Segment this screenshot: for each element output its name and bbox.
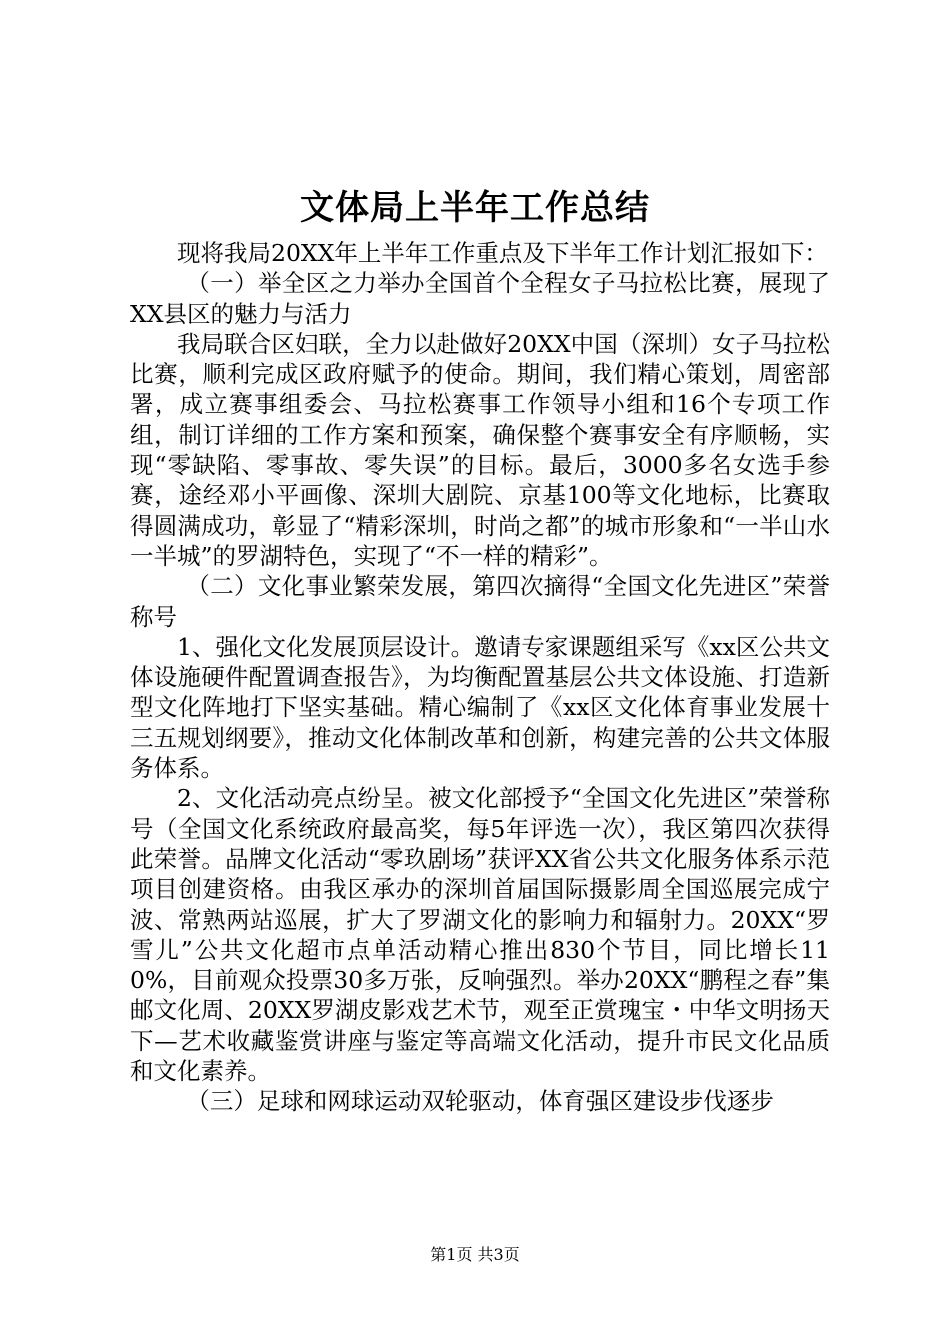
section-heading-2: （二）文化事业繁荣发展，第四次摘得“全国文化先进区”荣誉称号: [130, 572, 830, 631]
document-body: [130, 238, 830, 1117]
section-heading-1: （一）举全区之力举办全国首个全程女子马拉松比赛，展现了XX县区的魅力与活力: [130, 269, 830, 328]
section-heading-3: （三）足球和网球运动双轮驱动，体育强区建设步伐逐步: [186, 1087, 774, 1116]
body-paragraph-culture-activities: 2、文化活动亮点纷呈。被文化部授予“全国文化先进区”荣誉称号（全国文化系统政府最高奖，每5年评选一次），我区第四次获得此荣誉。品牌文化活动“零玖剧场”获评XX省公共文化服务体系示范项目创建资格。由我区承办的深圳首届国际摄影周全国巡展完成宁波、常熟两站巡展，扩大了罗湖文化的影响力和辐射力。20XX“罗雪儿”公共文化超市点单活动精心推出830个节目，同比增长110%，目前观众投票30多万张，反响强烈。举办20XX“鹏程之春”集邮文化周、20XX罗湖皮影戏艺术节，观至正赏瑰宝・中华文明扬天下—艺术收藏鉴赏讲座与鉴定等高端文化活动，提升市民文化品质和文化素养。: [130, 784, 830, 1086]
document-title: 文体局上半年工作总结: [300, 188, 650, 228]
page-footer: 第1页 共3页: [430, 1245, 520, 1264]
body-paragraph-marathon: 我局联合区妇联，全力以赴做好20XX中国（深圳）女子马拉松比赛，顺利完成区政府赋予的使命。期间，我们精心策划，周密部署，成立赛事组委会、马拉松赛事工作领导小组和16个专项工作组，制订详细的工作方案和预案，确保整个赛事安全有序顺畅，实现“零缺陷、零事故、零失误”的目标。最后，3000多名女选手参赛，途经邓小平画像、深圳大剧院、京基100等文化地标，比赛取得圆满成功，彰显了“精彩深圳，时尚之都”的城市形象和“一半山水一半城”的罗湖特色，实现了“不一样的精彩”。: [130, 329, 830, 570]
intro-paragraph: 现将我局20XX年上半年工作重点及下半年工作计划汇报如下：: [177, 239, 828, 267]
body-paragraph-culture-design: 1、强化文化发展顶层设计。邀请专家课题组采写《xx区公共文体设施硬件配置调查报告》，为均衡配置基层公共文体设施、打造新型文化阵地打下坚实基础。精心编制了《xx区文化体育事业发展十三五规划纲要》，推动文化体制改革和创新，构建完善的公共文体服务体系。: [130, 632, 830, 783]
